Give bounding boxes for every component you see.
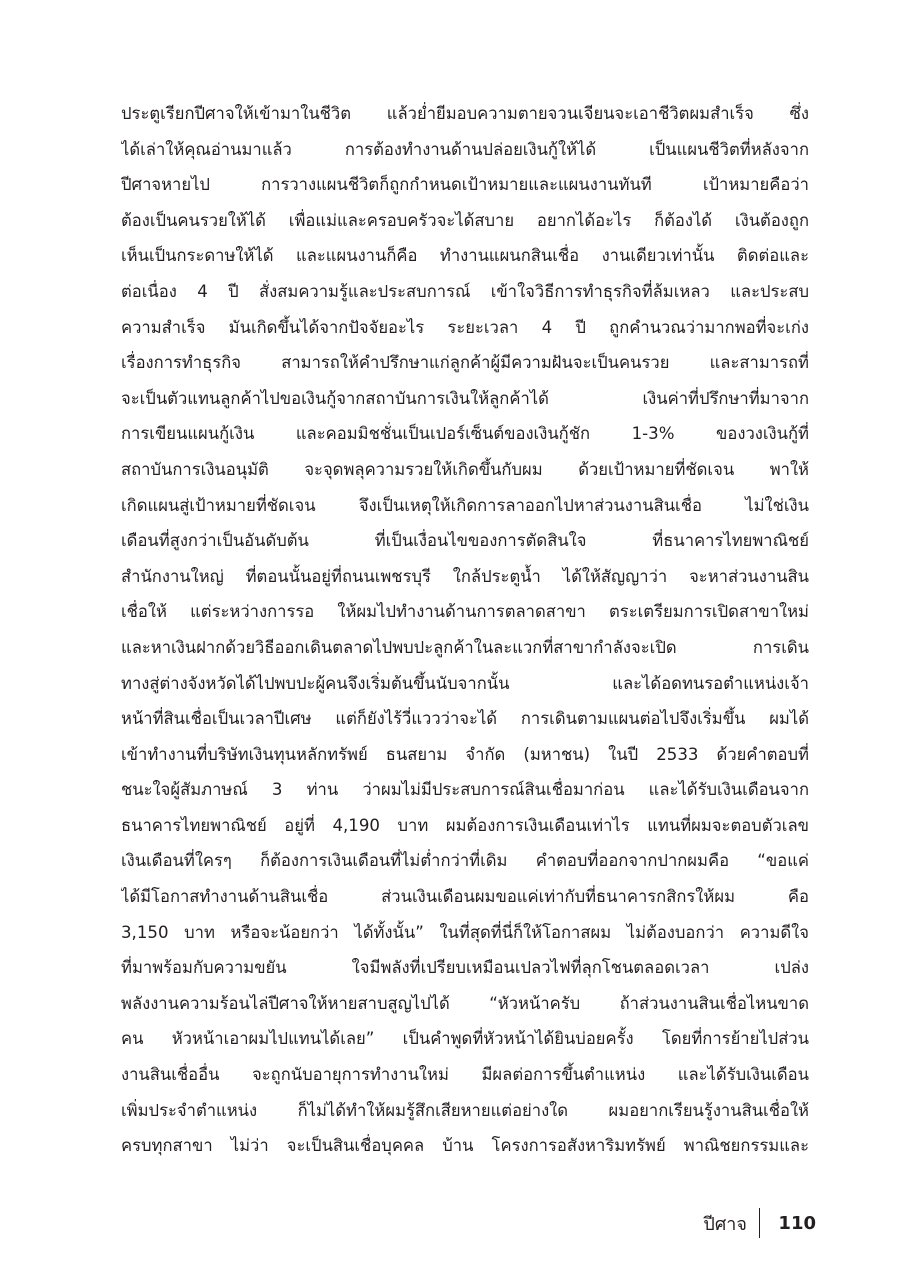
page-number: 110 bbox=[778, 1212, 816, 1234]
body-text bbox=[121, 96, 809, 1164]
text-line: หน้าที่สินเชื่อเป็นเวลาปีเศษ แต่ก็ยังไร้วี่แววว่าจะได้ การเดินตามแผนต่อไปจึงเริ่มขึ้น ผมได้ bbox=[121, 709, 809, 729]
text-line: ความสำเร็จ มันเกิดขึ้นได้จากปัจจัยอะไร ระยะเวลา 4 ปี ถูกคำนวณว่ามากพอที่จะเก่ง bbox=[121, 317, 809, 337]
text-line: สำนักงานใหญ่ ที่ตอนนั้นอยู่ที่ถนนเพชรบุรี ใกล้ประตูน้ำ ได้ให้สัญญาว่า จะหาส่วนงานสิน bbox=[121, 566, 809, 586]
text-line: เพิ่มประจำตำแหน่ง ก็ไม่ได้ทำให้ผมรู้สึกเสียหายแต่อย่างใด ผมอยากเรียนรู้งานสินเชื่อให้ bbox=[121, 1100, 809, 1120]
text-line: และหาเงินฝากด้วยวิธีออกเดินตลาดไปพบปะลูกค้าในละแวกที่สาขากำลังจะเปิด การเดิน bbox=[121, 637, 809, 657]
text-line: ต่อเนื่อง 4 ปี สั่งสมความรู้และประสบการณ์ เข้าใจวิธีการทำธุรกิจที่ล้มเหลว และประสบ bbox=[121, 281, 809, 301]
text-line: ต้องเป็นคนรวยให้ได้ เพื่อแม่และครอบครัวจะได้สบาย อยากได้อะไร ก็ต้องได้ เงินต้องถูก bbox=[121, 210, 809, 230]
text-line: เงินเดือนที่ใครๆ ก็ต้องการเงินเดือนที่ไม่ต่ำกว่าที่เดิม คำตอบที่ออกจากปากผมคือ “ขอแค่ bbox=[121, 851, 809, 871]
text-line: ได้มีโอกาสทำงานด้านสินเชื่อ ส่วนเงินเดือนผมขอแค่เท่ากับที่ธนาคารกสิกรให้ผม คือ bbox=[121, 887, 809, 907]
text-line: ธนาคารไทยพาณิชย์ อยู่ที่ 4,190 บาท ผมต้องการเงินเดือนเท่าไร แทนที่ผมจะตอบตัวเลข bbox=[121, 815, 809, 835]
running-title: ปีศาจ bbox=[703, 1213, 747, 1235]
text-line: ประตูเรียกปีศาจให้เข้ามาในชีวิต แล้วย่ำยีมอบความตายจวนเจียนจะเอาชีวิตผมสำเร็จ ซึ่ง bbox=[121, 104, 809, 123]
text-line: คน หัวหน้าเอาผมไปแทนได้เลย” เป็นคำพูดที่หัวหน้าได้ยินบ่อยครั้ง โดยที่การย้ายไปส่วน bbox=[121, 1029, 809, 1049]
text-line: เชื่อให้ แต่ระหว่างการรอ ให้ผมไปทำงานด้านการตลาดสาขา ตระเตรียมการเปิดสาขาใหม่ bbox=[121, 602, 809, 622]
text-line: 3,150 บาท หรือจะน้อยกว่า ได้ทั้งนั้น” ในที่สุดที่นี่ก็ให้โอกาสผม ไม่ต้องบอกว่า ความดีใจ bbox=[121, 922, 809, 942]
page-footer bbox=[703, 1206, 816, 1240]
text-line: สถาบันการเงินอนุมัติ จะจุดพลุความรวยให้เกิดขึ้นกับผม ด้วยเป้าหมายที่ชัดเจน พาให้ bbox=[121, 459, 809, 479]
text-line: ที่มาพร้อมกับความขยัน ใจมีพลังที่เปรียบเหมือนเปลวไฟที่ลุกโชนตลอดเวลา เปล่ง bbox=[121, 958, 809, 978]
text-line: ได้เล่าให้คุณอ่านมาแล้ว การต้องทำงานด้านปล่อยเงินกู้ให้ได้ เป็นแผนชีวิตที่หลังจาก bbox=[121, 139, 809, 159]
text-line: การเขียนแผนกู้เงิน และคอมมิชชั่นเป็นเปอร์เซ็นต์ของเงินกู้ชัก 1-3% ของวงเงินกู้ที่ bbox=[121, 424, 809, 444]
text-line: เรื่องการทำธุรกิจ สามารถให้คำปรึกษาแก่ลูกค้าผู้มีความฝันจะเป็นคนรวย และสามารถที่ bbox=[121, 353, 809, 373]
text-line: จะเป็นตัวแทนลูกค้าไปขอเงินกู้จากสถาบันการเงินให้ลูกค้าได้ เงินค่าที่ปรึกษาที่มาจาก bbox=[121, 388, 809, 408]
text-line: เห็นเป็นกระดาษให้ได้ และแผนงานก็คือ ทำงานแผนกสินเชื่อ งานเดียวเท่านั้น ติดต่อและ bbox=[121, 246, 809, 266]
text-line: ครบทุกสาขา ไม่ว่า จะเป็นสินเชื่อบุคคล บ้าน โครงการอสังหาริมทรัพย์ พาณิชยกรรมและ bbox=[121, 1136, 809, 1156]
text-line: ทางสู่ต่างจังหวัดได้ไปพบปะผู้คนจึงเริ่มต้นขึ้นนับจากนั้น และได้อดทนรอตำแหน่งเจ้า bbox=[121, 673, 809, 693]
text-line: พลังงานความร้อนไล่ปีศาจให้หายสาบสูญไปได้ “หัวหน้าครับ ถ้าส่วนงานสินเชื่อไหนขาด bbox=[121, 993, 809, 1013]
text-line: เข้าทำงานที่บริษัทเงินทุนหลักทรัพย์ ธนสยาม จำกัด (มหาชน) ในปี 2533 ด้วยคำตอบที่ bbox=[121, 744, 809, 764]
text-line: งานสินเชื่ออื่น จะถูกนับอายุการทำงานใหม่ มีผลต่อการขึ้นตำแหน่ง และได้รับเงินเดือน bbox=[121, 1065, 809, 1085]
text-line: ชนะใจผู้สัมภาษณ์ 3 ท่าน ว่าผมไม่มีประสบการณ์สินเชื่อมาก่อน และได้รับเงินเดือนจาก bbox=[121, 780, 809, 800]
text-line: ปีศาจหายไป การวางแผนชีวิตก็ถูกกำหนดเป้าหมายและแผนงานทันที เป้าหมายคือว่า bbox=[121, 175, 809, 195]
text-line: เกิดแผนสู่เป้าหมายที่ชัดเจน จึงเป็นเหตุให้เกิดการลาออกไปหาส่วนงานสินเชื่อ ไม่ใช่เงิน bbox=[121, 495, 809, 515]
text-line: เดือนที่สูงกว่าเป็นอันดับต้น ที่เป็นเงื่อนไขของการตัดสินใจ ที่ธนาคารไทยพาณิชย์ bbox=[121, 531, 809, 551]
